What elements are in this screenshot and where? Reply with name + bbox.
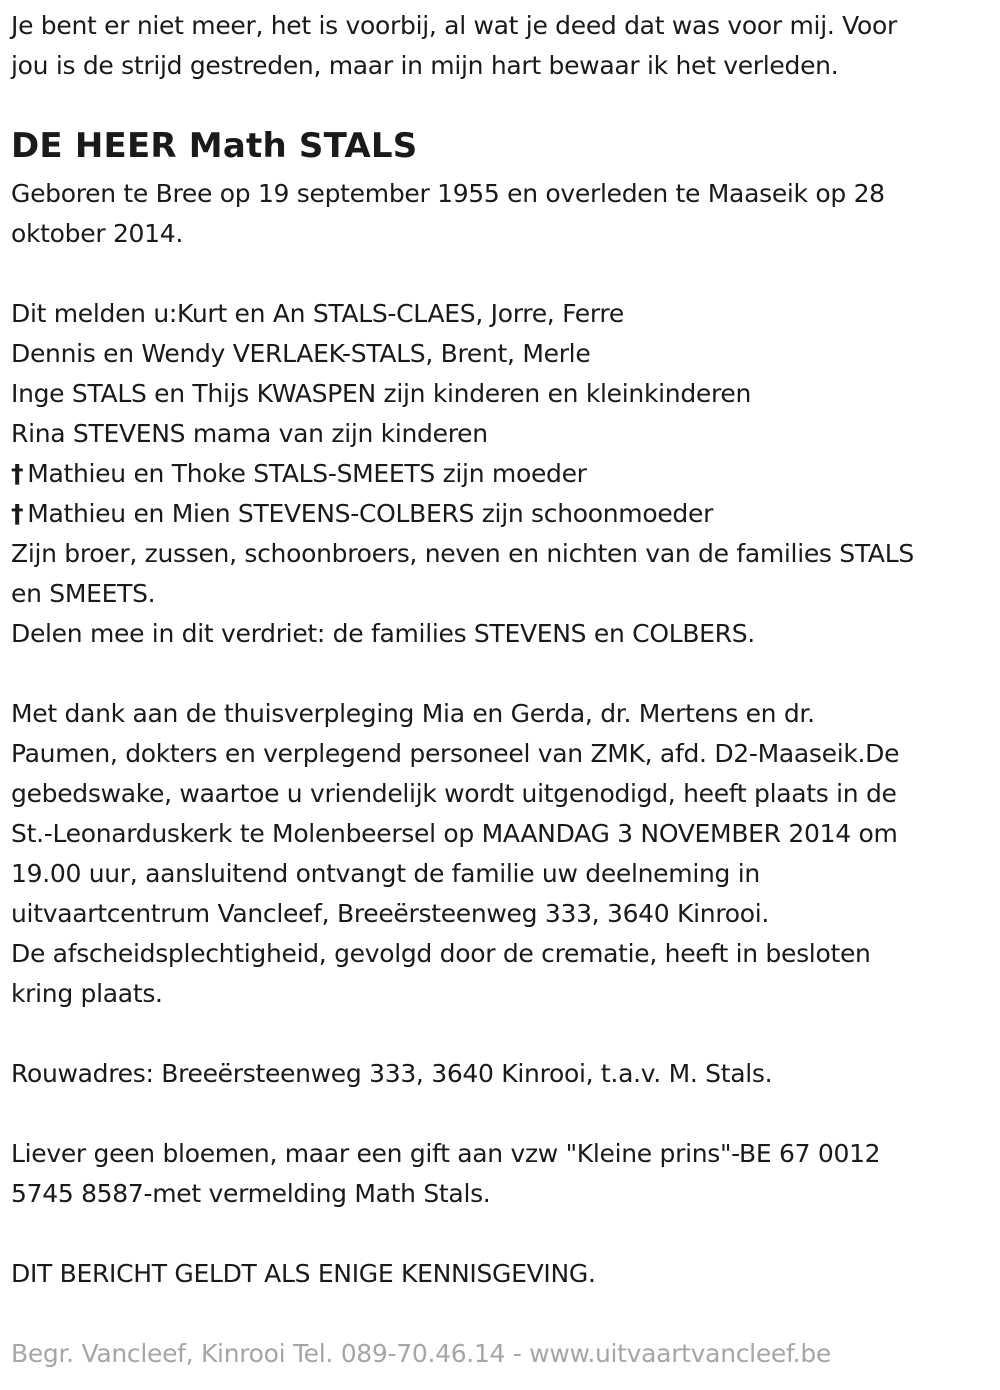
gift-line: Liever geen bloemen, maar een gift aan vzw "Kleine prins"-BE 67 0012	[11, 1139, 881, 1168]
announcer-line: Dit melden u:Kurt en An STALS-CLAES, Jorre, Ferre	[11, 299, 624, 328]
spacer	[11, 1014, 991, 1054]
thanks-line: gebedswake, waartoe u vriendelijk wordt uitgenodigd, heeft plaats in de	[11, 779, 897, 808]
deceased-name-title: DE HEER Math STALS	[11, 126, 418, 166]
announcer-line: en SMEETS.	[11, 579, 156, 608]
announcer-line: Delen mee in dit verdriet: de families STEVENS en COLBERS.	[11, 619, 755, 648]
announcer-line: Dennis en Wendy VERLAEK-STALS, Brent, Merle	[11, 339, 591, 368]
thanks-line: St.-Leonarduskerk te Molenbeersel op MAANDAG 3 NOVEMBER 2014 om	[11, 819, 898, 848]
spacer	[11, 1214, 991, 1254]
spacer	[11, 1094, 991, 1134]
spacer	[11, 654, 991, 694]
spacer	[11, 254, 991, 294]
cross-icon: †	[11, 459, 24, 488]
thanks-line: 19.00 uur, aansluitend ontvangt de familie uw deelneming in	[11, 859, 760, 888]
thanks-line: De afscheidsplechtigheid, gevolgd door de crematie, heeft in besloten	[11, 939, 871, 968]
announcer-line: Zijn broer, zussen, schoonbroers, neven en nichten van de families STALS	[11, 539, 914, 568]
deceased-relative-line	[11, 494, 991, 534]
verse-line: Je bent er niet meer, het is voorbij, al wat je deed dat was voor mij. Voor	[11, 11, 897, 40]
birth-death-info	[11, 174, 991, 254]
announcer-line: Rina STEVENS mama van zijn kinderen	[11, 419, 488, 448]
verse-line: jou is de strijd gestreden, maar in mijn hart bewaar ik het verleden.	[11, 51, 839, 80]
announcer-line: Inge STALS en Thijs KWASPEN zijn kinderen en kleinkinderen	[11, 379, 752, 408]
birth-line: Geboren te Bree op 19 september 1955 en overleden te Maaseik op 28	[11, 179, 885, 208]
mourning-address: Rouwadres: Breeërsteenweg 333, 3640 Kinrooi, t.a.v. M. Stals.	[11, 1059, 773, 1088]
thanks-line: Met dank aan de thuisverpleging Mia en Gerda, dr. Mertens en dr.	[11, 699, 815, 728]
thanks-and-ceremony	[11, 694, 991, 1014]
deceased-relative-text: Mathieu en Mien STEVENS-COLBERS zijn schoonmoeder	[27, 499, 714, 528]
funeral-home-footer: Begr. Vancleef, Kinrooi Tel. 089-70.46.14 - www.uitvaartvancleef.be	[11, 1339, 831, 1368]
verse	[11, 6, 991, 86]
obituary-notice	[11, 6, 991, 1374]
birth-line: oktober 2014.	[11, 219, 184, 248]
cross-icon: †	[11, 499, 24, 528]
gift-request	[11, 1134, 991, 1214]
gift-line: 5745 8587-met vermelding Math Stals.	[11, 1179, 491, 1208]
deceased-relative-text: Mathieu en Thoke STALS-SMEETS zijn moeder	[27, 459, 587, 488]
thanks-line: kring plaats.	[11, 979, 163, 1008]
official-notice: DIT BERICHT GELDT ALS ENIGE KENNISGEVING.	[11, 1259, 596, 1288]
thanks-line: uitvaartcentrum Vancleef, Breeërsteenweg 333, 3640 Kinrooi.	[11, 899, 770, 928]
thanks-line: Paumen, dokters en verplegend personeel van ZMK, afd. D2-Maaseik.De	[11, 739, 900, 768]
announcers-section	[11, 294, 991, 654]
deceased-relative-line	[11, 454, 991, 494]
